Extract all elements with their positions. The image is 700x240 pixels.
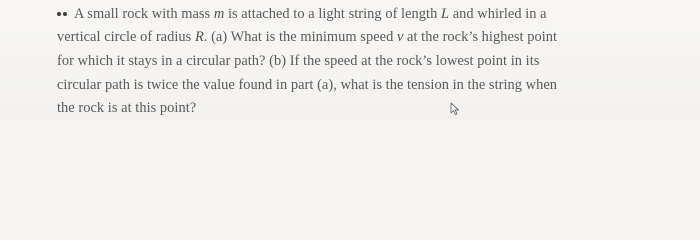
variable-m: m [213, 6, 225, 22]
bullet-icon [57, 12, 71, 18]
problem-line-5: the rock is at this point? [57, 100, 197, 116]
problem-text-block [0, 0, 700, 119]
mouse-pointer-icon [450, 102, 460, 116]
variable-R: R [194, 29, 204, 45]
variable-v: v [396, 29, 404, 45]
problem-line-3: for which it stays in a circular path? (b) If the speed at the rock’s lowest point in its [57, 53, 540, 69]
text-segment: vertical circle of radius [57, 29, 195, 45]
bullet-dot [57, 12, 61, 16]
problem-line-4: circular path is twice the value found in part (a), what is the tension in the string when [57, 77, 558, 93]
text-segment: and whirled in a [449, 6, 547, 22]
text-segment: is attached to a light string of length [224, 6, 441, 22]
bullet-dot [63, 12, 67, 16]
problem-line-1 [74, 7, 547, 21]
text-segment: A small rock with mass [74, 6, 214, 22]
text-segment: . (a) What is the minimum speed [203, 29, 397, 45]
text-segment: at the rock’s highest point [403, 29, 558, 45]
problem-line-2 [57, 30, 557, 44]
variable-L: L [440, 6, 450, 22]
